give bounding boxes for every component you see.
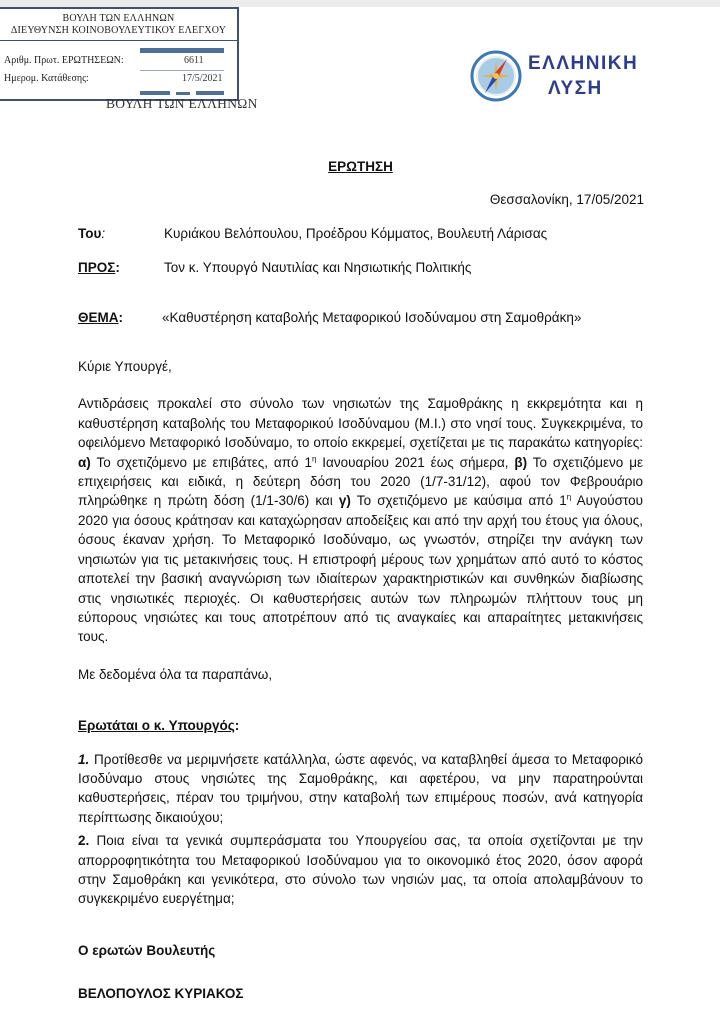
stamp-date-value: 17/5/2021 xyxy=(182,73,223,84)
subject-row xyxy=(78,308,643,327)
question-2-number: 2. xyxy=(78,833,90,849)
question-2-text: Ποια είναι τα γενικά συμπεράσματα του Υπουργείου σας, τα οποία σχετίζονται με την απορροφητικότητα του Μεταφορικού Ισοδύναμου για το οικονομικό έτος 2020, όσον αφορά στην Σαμοθράκη και γενικότερα, στο σύνολο των νησιών μας, τα οποία απολαμβάνουν το συγκεκριμένο ευεργέτημα; xyxy=(78,833,643,907)
from-row xyxy=(78,224,643,243)
asked-heading-text: Ερωτάται ο κ. Υπουργός xyxy=(78,718,235,734)
question-1-number: 1. xyxy=(78,751,90,767)
logo-text-line1: ΕΛΛΗΝΙΚΗ xyxy=(528,53,639,74)
from-label-text: Του xyxy=(78,225,102,241)
stamp-protocol-label: Αριθμ. Πρωτ. ΕΡΩΤΗΣΕΩΝ: xyxy=(4,55,124,66)
given-sentence: Με δεδομένα όλα τα παραπάνω, xyxy=(78,666,273,682)
from-value: Κυριάκου Βελόπουλου, Προέδρου Κόμματος, Βουλευτή Λάρισας xyxy=(164,225,548,241)
body-text-1: Αντιδράσεις προκαλεί στο σύνολο των νησιωτών της Σαμοθράκης η εκκρεμότητα και η καθυστέρηση καταβολής του Μεταφορικού Ισοδύναμου (Μ.Ι.) στο νησί τους. Συγκεκριμένα, το οφειλόμενο Μεταφορικό Ισοδύναμο, το οποίο εκκρεμεί, σχετίζεται με τις παρακάτω κατηγορίες: xyxy=(78,396,643,451)
from-label xyxy=(78,224,164,243)
party-logo xyxy=(470,47,670,107)
body-text-6: Αυγούστου 2020 για όσους κράτησαν και καταχώρησαν αποδείξεις και από την αρχή του έτους για όλους, όσους έκαναν χρήση. Το Μεταφορικό Ισοδύναμο, ως γνωστόν, στηρίζει την ανάγκη των νησιωτών για τις μετακινήσεις τους. Η επιστροφή μέρους των χρημάτων από αυτό το κόστος αποτελεί την βασική αναγνώριση των ιδιαίτερων χαρακτηριστικών και συνθηκών διαβίωσης στις νησιωτικές περιοχές. Οι καθυστερήσεις αυτών των πληρωμών πλήττουν τους μη εύπορους νησιώτες και τους αποτρέπουν από τις αναγκαίες και απαραίτητες μετακινήσεις τους. xyxy=(78,493,644,645)
body-text-4: Το σχετιζόμενο με επιχειρήσεις και ειδικά, η δεύτερη δόση του 2020 (1/7-31/12), αφού τον Φεβρουάριο πληρώθηκε η πρώτη δόση (1/1-30/6) και xyxy=(78,454,643,509)
stamp-bar-top xyxy=(140,48,224,53)
subject-colon: : xyxy=(118,309,123,325)
marker-b: β) xyxy=(514,454,528,470)
superscript-2: η xyxy=(566,492,572,502)
stamp-divider xyxy=(140,70,224,71)
from-colon: : xyxy=(101,225,106,241)
compass-icon xyxy=(470,47,524,105)
body-paragraph xyxy=(78,394,643,646)
subject-label xyxy=(78,308,164,327)
signature-name: ΒΕΛΟΠΟΥΛΟΣ ΚΥΡΙΑΚΟΣ xyxy=(78,986,244,1002)
stamp-footer: ΒΟΥΛΗ ΤΩΝ ΕΛΛΗΝΩΝ xyxy=(106,96,258,111)
logo-text-line2: ΛΥΣΗ xyxy=(548,78,603,99)
stamp-bar-bottom-mid xyxy=(176,92,190,95)
stamp-bar-bottom-right xyxy=(196,91,224,95)
superscript-1: η xyxy=(311,454,317,464)
stamp-line2: ΔΙΕΥΘΥΝΣΗ ΚΟΙΝΟΒΟΥΛΕΥΤΙΚΟΥ ΕΛΕΓΧΟΥ xyxy=(10,24,227,36)
stamp-bar-bottom-left xyxy=(140,91,170,95)
to-row xyxy=(78,258,643,277)
stamp-header xyxy=(0,9,237,41)
stamp-protocol-value: 6611 xyxy=(184,55,204,66)
body-text-5: Το σχετιζόμενο με καύσιμα από 1 xyxy=(350,493,567,509)
to-label-text: ΠΡΟΣ xyxy=(78,260,116,276)
signature-title: Ο ερωτών Βουλευτής xyxy=(78,942,216,958)
to-label xyxy=(78,258,164,277)
asked-colon: : xyxy=(234,718,240,734)
parliament-stamp xyxy=(0,7,239,101)
to-value: Τον κ. Υπουργό Ναυτιλίας και Νησιωτικής Πολιτικής xyxy=(164,260,472,276)
marker-a: α) xyxy=(78,454,91,470)
salutation: Κύριε Υπουργέ, xyxy=(78,359,172,375)
document xyxy=(78,157,643,1004)
question-2 xyxy=(78,831,643,909)
top-bar xyxy=(0,0,720,7)
body-text-2: Το σχετιζόμενο με επιβάτες, από 1 xyxy=(90,454,312,470)
subject-label-text: ΘΕΜΑ xyxy=(78,309,119,325)
marker-c: γ) xyxy=(338,493,351,509)
stamp-date-label: Ημερομ. Κατάθεσης: xyxy=(4,73,89,84)
question-1 xyxy=(78,750,643,828)
document-title: ΕΡΩΤΗΣΗ xyxy=(328,159,393,174)
body-text-3: Ιανουαρίου 2021 έως σήμερα, xyxy=(316,454,515,470)
question-1-text: Προτίθεσθε να μεριμνήσετε κατάλληλα, ώστε αφενός, να καταβληθεί άμεσα το Μεταφορικό Ισοδύναμο στους νησιώτες της Σαμοθράκης, και αφετέρου, να μην παρατηρούνται καθυστερήσεις, πέραν του τριμήνου, στην καταβολή των επιμέρους ποσών, ανά κατηγορία περίπτωσης δικαιούχου; xyxy=(78,751,643,825)
asked-heading xyxy=(78,716,643,735)
to-colon: : xyxy=(115,260,120,276)
stamp-line1: ΒΟΥΛΗ ΤΩΝ ΕΛΛΗΝΩΝ xyxy=(62,13,175,24)
subject-value: «Καθυστέρηση καταβολής Μεταφορικού Ισοδύναμου στη Σαμοθράκη» xyxy=(162,309,582,325)
place-date: Θεσσαλονίκη, 17/05/2021 xyxy=(489,192,644,208)
